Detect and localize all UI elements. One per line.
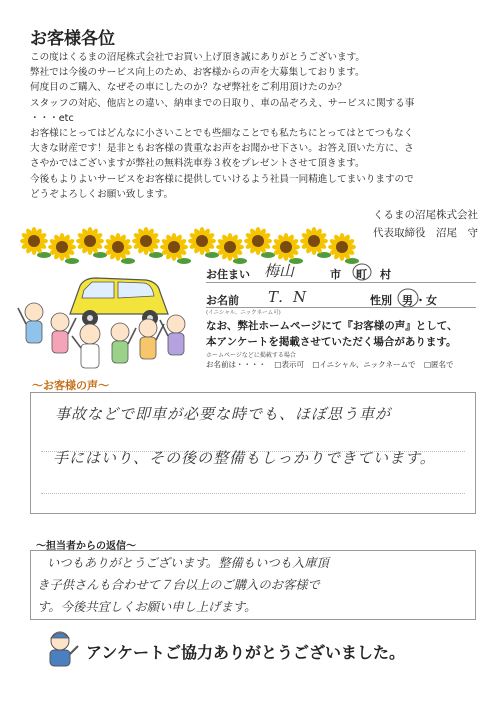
thanks-message: アンケートご協力ありがとうございました。 [86,643,406,662]
town-label: 町 [356,268,367,281]
town-circle-mark [351,262,373,282]
reply-handwriting-line: いつもありがとうございます。整備もいつも入庫頂 [47,556,329,570]
company-representative: 代表取締役 沼尾 守 [373,227,478,239]
voice-guide-line [41,493,465,494]
intro-line: ・・・etc [30,112,74,124]
gender-separator: ・ [415,294,426,307]
gender-female-option[interactable]: 女 [426,294,437,307]
intro-line: 弊社では今後のサービス向上のため、お客様からの声を大募集しております。 [30,67,365,79]
city-label: 市 [330,268,341,281]
intro-line: どうぞよろしくお願い致します。 [30,188,174,200]
publish-label: お名前は・・・・ [206,360,266,369]
name-note: (イニシャル、ニックネーム可) [206,310,281,316]
name-underline [206,307,476,308]
company-name: くるまの沼尾株式会社 [373,209,478,221]
company-signature [373,206,478,242]
sunflower-icon [216,233,247,264]
publish-options [206,359,460,370]
reply-box [30,550,476,620]
publish-option-initials[interactable]: □イニシャル、ニックネームで [312,360,416,369]
publication-notice [206,318,458,350]
name-label: お名前 [206,294,239,307]
car-mascot-illustration [10,262,200,382]
notice-line: なお、弊社ホームページにて『お客様の声』として、 [206,320,458,332]
intro-line: さやかではございますが弊社の無料洗車券３枚をプレゼントさせて頂きます。 [30,158,365,170]
gender-label: 性別 [370,294,392,307]
sunflower-icon [104,233,135,264]
reply-section-title: ～担当者からの返信～ [36,541,136,552]
voice-section-title: ～お客様の声～ [32,379,109,392]
sunflower-icon [160,233,191,264]
notice-line: 本アンケートを掲載させていただく場合があります。 [206,336,457,348]
sunflower-garland-illustration [20,221,360,267]
male-circle-mark [396,287,420,309]
intro-line: スタッフの対応、他店との違い、納車までの日取り、車の品ぞろえ、サービスに関する事 [30,97,415,109]
sunflower-icon [244,227,275,258]
reply-handwriting-line: す。今後共宜しくお願い申し上げます。 [37,600,257,614]
sunflower-icon [48,233,79,264]
publish-note: ホームページなどに掲載する場合 [206,352,296,359]
intro-text [30,50,475,202]
reply-handwriting-line: き子供さんも合わせて７台以上のご購入のお客様で [37,578,320,592]
name-value[interactable]: T．N [268,288,307,306]
intro-line: 今後もよりよいサービスをお客様に提供していけるよう社員一同精進してまいりますので [30,173,414,185]
sunflower-icon [188,227,219,258]
village-label: 村 [380,268,391,281]
publish-option-show[interactable]: □表示可 [274,360,304,369]
sunflower-icon [20,227,51,258]
address-label: お住まい [206,268,250,281]
publish-option-anonymous[interactable]: □匿名で [423,360,454,369]
page-title: お客様各位 [30,29,115,49]
address-underline [206,282,476,283]
sunflower-icon [300,227,331,258]
staff-mascot-icon [40,628,80,668]
intro-line: 何度目のご購入、なぜその車にしたのか？なぜ弊社をご利用頂けたのか？ [30,82,347,94]
voice-handwriting-line: 事故などで即車が必要な時でも、ほぼ思う車が [55,405,392,423]
intro-line: お客様にとってはどんなに小さいことでも些細なことでも私たちにとってはとてつもなく [30,128,414,140]
intro-line: この度はくるまの沼尾株式会社でお買い上げ頂き誠にありがとうございます。 [30,52,366,63]
gender-male-option[interactable]: 男 [402,294,413,307]
voice-box [30,392,476,514]
voice-handwriting-line: 手にはいり、その後の整備もしっかりできています。 [53,449,436,467]
sunflower-icon [132,227,163,258]
sunflower-icon [76,227,107,258]
intro-line: 大きな財産です！是非ともお客様の貴重なお声をお聞かせ下さい。お答え頂いた方に、さ [30,143,414,155]
address-value[interactable]: 梅山 [264,262,295,280]
sunflower-icon [328,233,359,264]
